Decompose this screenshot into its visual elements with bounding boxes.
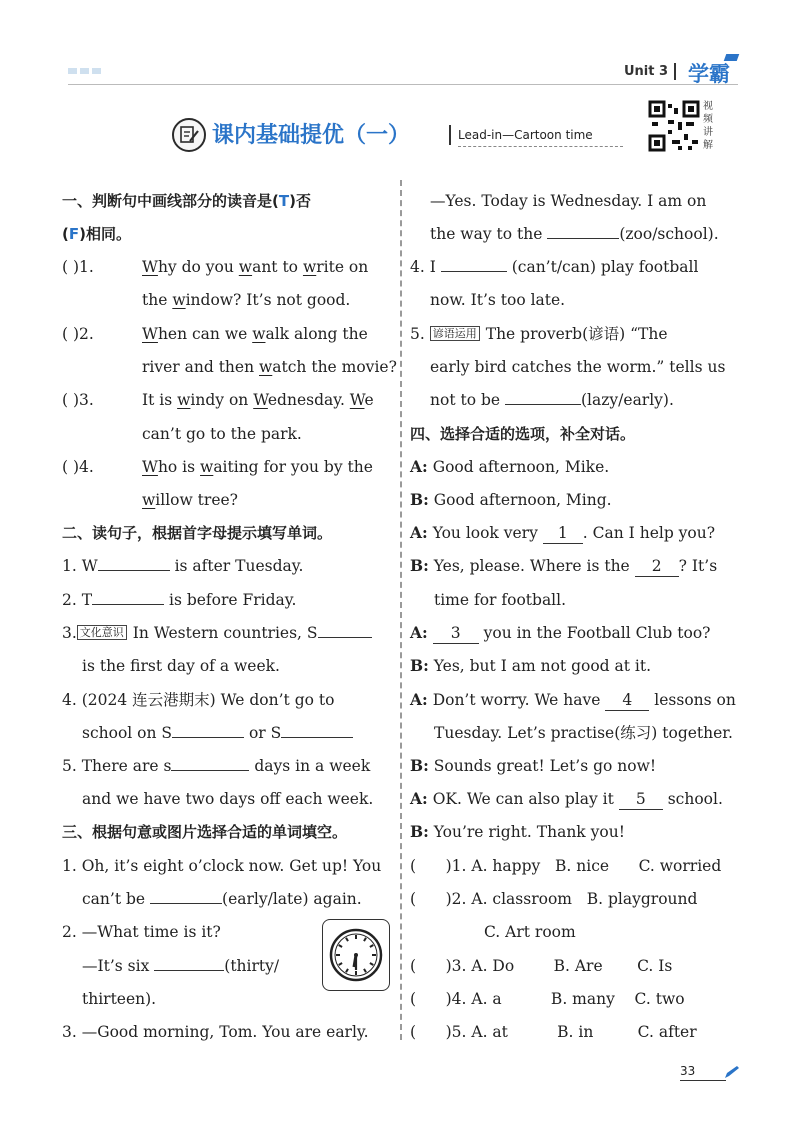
dialog-line: A: Don’t worry. We have 4 lessons on	[410, 690, 736, 709]
section3-heading: 三、根据句意或图片选择合适的单词填空。	[62, 823, 348, 841]
pencil-icon	[724, 1065, 740, 1079]
numbered-blank[interactable]: 5	[619, 789, 663, 810]
header-separator	[674, 63, 676, 80]
unit-label: Unit 3	[623, 64, 668, 79]
qr-label: 视频讲解	[703, 101, 713, 151]
section1-heading-cont: (F)相同。	[62, 225, 131, 243]
dialog-line: A: 3 you in the Football Club too?	[410, 623, 711, 642]
s3-q1-cont: can’t be (early/late) again.	[82, 890, 362, 908]
s3-q3: 3. —Good morning, Tom. You are early.	[62, 1023, 369, 1041]
dialog-line: B: Sounds great! Let’s go now!	[410, 756, 657, 775]
s3-q3-reply-cont: the way to the (zoo/school).	[430, 225, 719, 243]
s2-q4: 4. (2024 连云港期末) We don’t go to	[62, 691, 335, 709]
q4-line1: Who is waiting for you by the	[142, 458, 373, 476]
option-row-3[interactable]: ( )3. A. Do B. Are C. Is	[410, 957, 673, 975]
numbered-blank[interactable]: 2	[635, 556, 679, 577]
answer-blank[interactable]	[441, 257, 507, 272]
option-row-1[interactable]: ( )1. A. happy B. nice C. worried	[410, 857, 722, 875]
dialog-line: B: Good afternoon, Ming.	[410, 490, 612, 509]
graduation-cap-icon	[724, 54, 740, 61]
page-title: 课内基础提优（一）	[212, 123, 411, 148]
lesson-subtitle: Lead-in—Cartoon time	[458, 128, 593, 142]
s3-q2-cont: —It’s six (thirty/	[82, 957, 280, 975]
section2-heading: 二、读句子，根据首字母提示填写单词。	[62, 524, 333, 542]
answer-blank[interactable]	[171, 756, 249, 771]
numbered-blank[interactable]: 4	[605, 690, 649, 711]
qr-code-icon[interactable]	[648, 100, 700, 152]
answer-blank[interactable]	[92, 590, 164, 605]
s3-q4-cont: now. It’s too late.	[430, 291, 566, 309]
s2-q3-cont: is the first day of a week.	[82, 657, 280, 675]
section1-heading: 一、判断句中画线部分的读音是(T)否	[62, 192, 311, 210]
answer-blank[interactable]	[318, 623, 372, 638]
proverb-tag: 谚语运用	[430, 326, 480, 341]
dialog-line: time for football.	[434, 591, 567, 609]
answer-blank[interactable]	[154, 956, 224, 971]
q4-number[interactable]: ( )4.	[62, 458, 94, 476]
q3-line1: It is windy on Wednesday. We	[142, 391, 374, 409]
page-number: 33	[680, 1064, 726, 1081]
brand-logo: 学霸	[688, 62, 730, 86]
dialog-line: A: You look very 1 . Can I help you?	[410, 523, 716, 542]
q3-number[interactable]: ( )3.	[62, 391, 94, 409]
dialog-line: B: You’re right. Thank you!	[410, 822, 625, 841]
dialog-line: B: Yes, but I am not good at it.	[410, 656, 652, 675]
page-header	[68, 62, 738, 85]
culture-tag: 文化意识	[77, 625, 127, 640]
q2-line1: When can we walk along the	[142, 325, 368, 343]
answer-blank[interactable]	[547, 224, 619, 239]
column-divider	[400, 180, 402, 1040]
option-row-5[interactable]: ( )5. A. at B. in C. after	[410, 1023, 697, 1041]
s3-q2-cont2: thirteen).	[82, 990, 157, 1008]
q1-number[interactable]: ( )1.	[62, 258, 94, 276]
s2-q2: 2. T is before Friday.	[62, 591, 297, 609]
q1-line1: Why do you want to write on	[142, 258, 369, 276]
pencil-note-icon	[172, 118, 206, 152]
s3-q4: 4. I (can’t/can) play football	[410, 258, 699, 276]
subtitle-underline	[458, 146, 623, 147]
q4-line2: willow tree?	[142, 491, 238, 509]
answer-blank[interactable]	[172, 723, 244, 738]
s2-q3: 3. 文化意识 In Western countries, S	[62, 623, 372, 643]
q1-line2: the window? It’s not good.	[142, 291, 351, 309]
header-decoration	[68, 68, 101, 74]
s3-q5-cont: early bird catches the worm.” tells us	[430, 358, 726, 376]
q2-line2: river and then watch the movie?	[142, 358, 397, 376]
answer-blank[interactable]	[150, 889, 222, 904]
q3-line2: can’t go to the park.	[142, 425, 302, 443]
option-row-4[interactable]: ( )4. A. a B. many C. two	[410, 990, 685, 1008]
numbered-blank[interactable]: 3	[433, 623, 479, 644]
dialog-line: A: OK. We can also play it 5 school.	[410, 789, 723, 808]
numbered-blank[interactable]: 1	[543, 523, 583, 544]
s3-q5: 5. 谚语运用 The proverb(谚语) “The	[410, 325, 668, 343]
dialog-line: A: Good afternoon, Mike.	[410, 457, 610, 476]
s2-q5: 5. There are s days in a week	[62, 757, 371, 775]
s2-q4-cont: school on S or S	[82, 723, 353, 743]
section-title	[172, 118, 642, 154]
answer-blank[interactable]	[281, 723, 353, 738]
clock-picture	[322, 919, 390, 991]
s3-q5-cont2: not to be (lazy/early).	[430, 391, 674, 409]
title-separator	[449, 125, 451, 145]
option-row-2[interactable]: ( )2. A. classroom B. playground	[410, 890, 698, 908]
option-row-2-cont[interactable]: C. Art room	[484, 923, 576, 941]
q2-number[interactable]: ( )2.	[62, 325, 94, 343]
answer-blank[interactable]	[98, 556, 170, 571]
dialog-line: B: Yes, please. Where is the 2 ? It’s	[410, 556, 718, 575]
answer-blank[interactable]	[505, 390, 581, 405]
s3-q2: 2. —What time is it?	[62, 923, 221, 941]
s3-q1: 1. Oh, it’s eight o’clock now. Get up! You	[62, 857, 382, 875]
clock-icon	[323, 920, 389, 990]
s2-q1: 1. W is after Tuesday.	[62, 557, 304, 575]
s2-q5-cont: and we have two days off each week.	[82, 790, 374, 808]
section4-heading: 四、选择合适的选项，补全对话。	[410, 425, 636, 443]
dialog-line: Tuesday. Let’s practise(练习) together.	[434, 724, 733, 742]
s3-q3-reply: —Yes. Today is Wednesday. I am on	[430, 192, 707, 210]
